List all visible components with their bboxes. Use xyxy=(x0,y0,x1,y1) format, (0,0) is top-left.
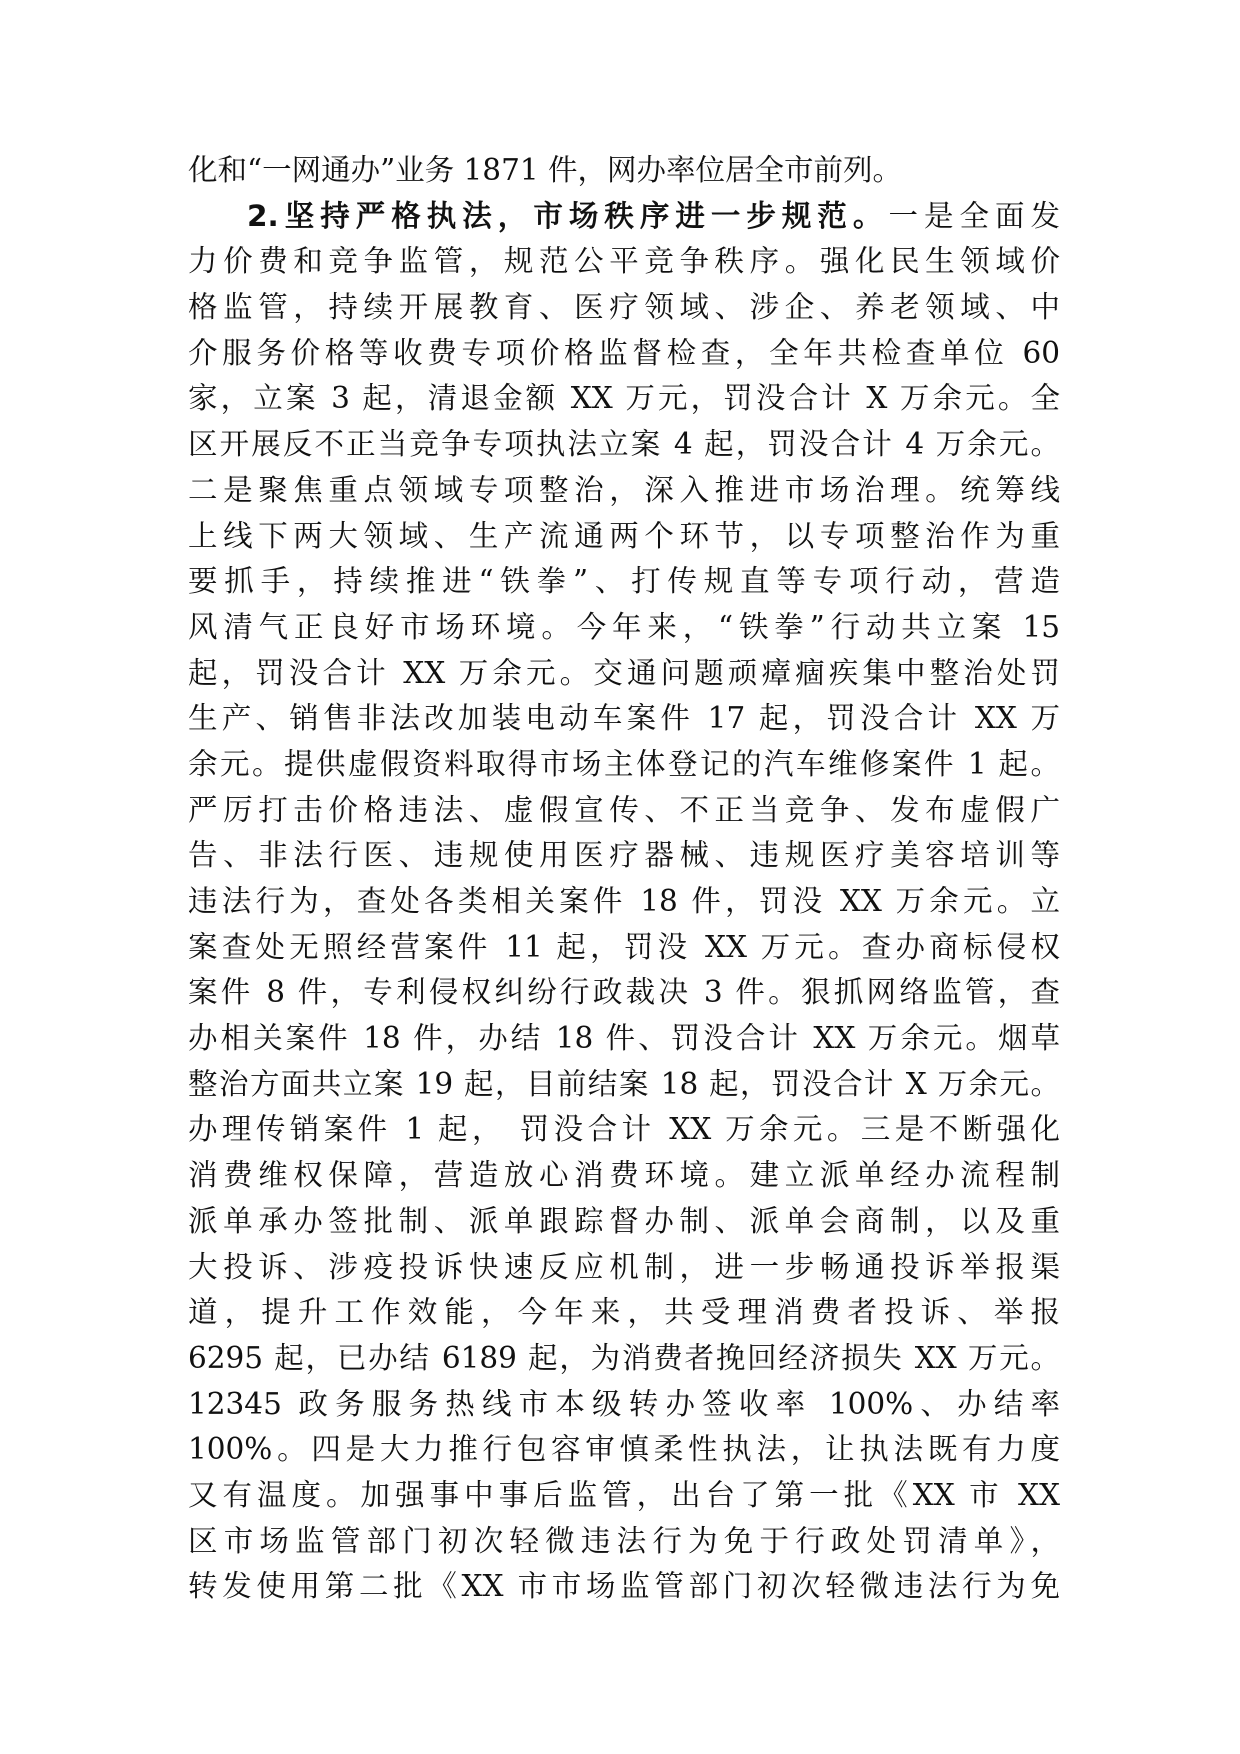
paragraph-line: 生产、销售非法改加装电动车案件 17 起，罚没合计 XX 万 xyxy=(188,701,1060,736)
paragraph-line: 案件 8 件，专利侵权纠纷行政裁决 3 件。狠抓网络监管，查 xyxy=(188,975,1060,1010)
paragraph-line: 家，立案 3 起，清退金额 XX 万元，罚没合计 X 万余元。全 xyxy=(188,381,1060,416)
paragraph-line: 道，提升工作效能，今年来，共受理消费者投诉、举报 xyxy=(188,1295,1060,1330)
document-page xyxy=(188,148,1060,1610)
paragraph-line: 要抓手，持续推进“铁拳”、打传规直等专项行动，营造 xyxy=(188,564,1060,599)
paragraph-line: 二是聚焦重点领域专项整治，深入推进市场治理。统筹线 xyxy=(188,472,1060,507)
paragraph-line: 区开展反不正当竞争专项执法立案 4 起，罚没合计 4 万余元。 xyxy=(188,427,1060,462)
paragraph-line: 违法行为，查处各类相关案件 18 件，罚没 XX 万余元。立 xyxy=(188,884,1060,918)
paragraph-line: 消费维权保障，营造放心消费环境。建立派单经办流程制 xyxy=(188,1158,1060,1193)
paragraph-line: 区市场监管部门初次轻微违法行为免于行政处罚清单》， xyxy=(188,1523,1060,1558)
paragraph-line: 力价费和竞争监管，规范公平竞争秩序。强化民生领域价 xyxy=(188,244,1060,279)
paragraph-line: 起，罚没合计 XX 万余元。交通问题顽瘴痼疾集中整治处罚 xyxy=(188,655,1060,690)
paragraph-line: 严厉打击价格违法、虚假宣传、不正当竞争、发布虚假广 xyxy=(188,792,1060,827)
paragraph-line: 整治方面共立案 19 起，目前结案 18 起，罚没合计 X 万余元。 xyxy=(188,1066,1060,1101)
paragraph-line: 余元。提供虚假资料取得市场主体登记的汽车维修案件 1 起。 xyxy=(188,746,1060,781)
paragraph-line: 化和“一网通办”业务 1871 件，网办率位居全市前列。 xyxy=(188,153,902,187)
paragraph-line: 派单承办签批制、派单跟踪督办制、派单会商制，以及重 xyxy=(188,1203,1060,1238)
paragraph-line: 案查处无照经营案件 11 起，罚没 XX 万元。查办商标侵权 xyxy=(188,929,1060,964)
paragraph-line: 又有温度。加强事中事后监管，出台了第一批《XX 市 XX xyxy=(188,1477,1060,1512)
paragraph-line: 大投诉、涉疫投诉快速反应机制，进一步畅通投诉举报渠 xyxy=(188,1249,1060,1284)
paragraph-line: 介服务价格等收费专项价格监督检查，全年共检查单位 60 xyxy=(188,335,1060,370)
paragraph-line: 办理传销案件 1 起， 罚没合计 XX 万余元。三是不断强化 xyxy=(188,1112,1060,1147)
section-heading: 2.坚持严格执法，市场秩序进一步规范。 xyxy=(247,198,889,233)
section-heading-line xyxy=(188,194,1060,240)
paragraph-line: 上线下两大领域、生产流通两个环节，以专项整治作为重 xyxy=(188,518,1060,553)
paragraph-line: 告、非法行医、违规使用医疗器械、违规医疗美容培训等 xyxy=(188,838,1060,873)
paragraph-line: 12345 政务服务热线市本级转办签收率 100%、办结率 xyxy=(188,1386,1060,1421)
paragraph-text: 一是全面发 xyxy=(888,198,1060,233)
paragraph-line: 6295 起，已办结 6189 起，为消费者挽回经济损失 XX 万元。 xyxy=(188,1340,1060,1375)
paragraph-line: 办相关案件 18 件，办结 18 件、罚没合计 XX 万余元。烟草 xyxy=(188,1021,1060,1056)
paragraph-line: 转发使用第二批《XX 市市场监管部门初次轻微违法行为免 xyxy=(188,1569,1060,1604)
paragraph-line: 风清气正良好市场环境。今年来，“铁拳”行动共立案 15 xyxy=(188,609,1060,644)
paragraph-line: 100%。四是大力推行包容审慎柔性执法，让执法既有力度 xyxy=(188,1432,1060,1467)
paragraph-line: 格监管，持续开展教育、医疗领域、涉企、养老领域、中 xyxy=(188,290,1060,325)
